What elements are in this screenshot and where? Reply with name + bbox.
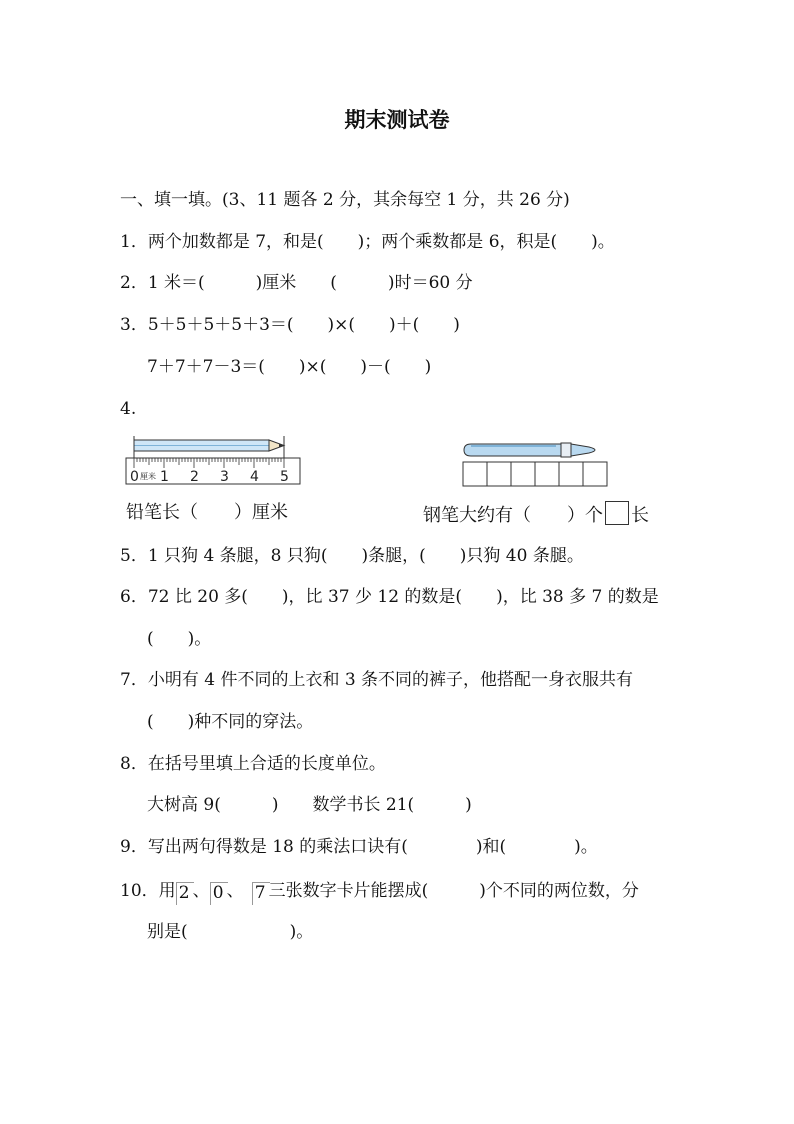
page-title: 期末测试卷 [344,108,450,132]
question-3-line-2: 7＋7＋7－3＝( )×( )－( ) [147,357,432,377]
question-4-number: 4. [120,399,137,419]
ruler-tick-label: 2 [190,469,199,485]
pen-caption-suffix: 长 [631,505,649,526]
question-1: 1．两个加数都是 7，和是( )；两个乘数都是 6，积是( )。 [120,232,615,252]
question-3-line-1: 3．5＋5＋5＋5＋3＝( )×( )＋( ) [120,315,460,335]
question-8-line-2: 大树高 9( ) 数学书长 21( ) [147,795,472,815]
question-6-line-1: 6．72 比 20 多( )，比 37 少 12 的数是( )，比 38 多 7 的数是 [120,587,659,607]
q10-separator: 、 [192,881,210,901]
pencil-ruler-figure [124,436,304,486]
ruler [126,458,300,485]
question-5: 5．1 只狗 4 条腿，8 只狗( )条腿，( )只狗 40 条腿。 [120,546,584,566]
question-2: 2．1 米＝( )厘米 ( )时＝60 分 [120,273,473,293]
question-8: 8．在括号里填上合适的长度单位。 [120,754,386,774]
pen-caption-text: 钢笔大约有（ ）个 [423,505,603,526]
pen-caption [423,501,649,528]
q10-separator: 、 [226,881,244,901]
pen-icon [464,443,595,457]
question-9: 9．写出两句得数是 18 的乘法口诀有( )和( )。 [120,837,598,857]
pen-boxes-figure [461,440,611,490]
digit-card-7: 7 [252,882,269,904]
question-7-line-1: 7．小明有 4 件不同的上衣和 3 条不同的裤子，他搭配一身衣服共有 [120,670,634,690]
section-heading: 一、填一填。(3、11 题各 2 分，其余每空 1 分，共 26 分) [120,190,570,210]
q10-suffix: 三张数字卡片能摆成( )个不同的两位数，分 [268,881,639,901]
pencil-icon [134,440,284,451]
q10-prefix: 10．用 [120,881,176,901]
ruler-tick-label: 5 [280,469,289,485]
question-10-line-2: 别是( )。 [147,922,314,942]
ruler-tick-label: 0 [130,469,139,485]
ruler-tick-label: 4 [250,469,259,485]
question-7-line-2: ( )种不同的穿法。 [147,712,314,732]
pencil-caption: 铅笔长（ ）厘米 [126,502,288,523]
digit-card-2: 2 [176,882,193,904]
question-10-line-1 [120,879,639,904]
question-6-line-2: ( )。 [147,629,212,649]
measure-boxes [463,462,607,486]
ruler-tick-label: 1 [160,469,169,485]
ruler-tick-label: 3 [220,469,229,485]
unit-box [605,501,629,525]
ruler-unit-label: 厘米 [140,472,156,481]
digit-card-0: 0 [210,882,227,904]
